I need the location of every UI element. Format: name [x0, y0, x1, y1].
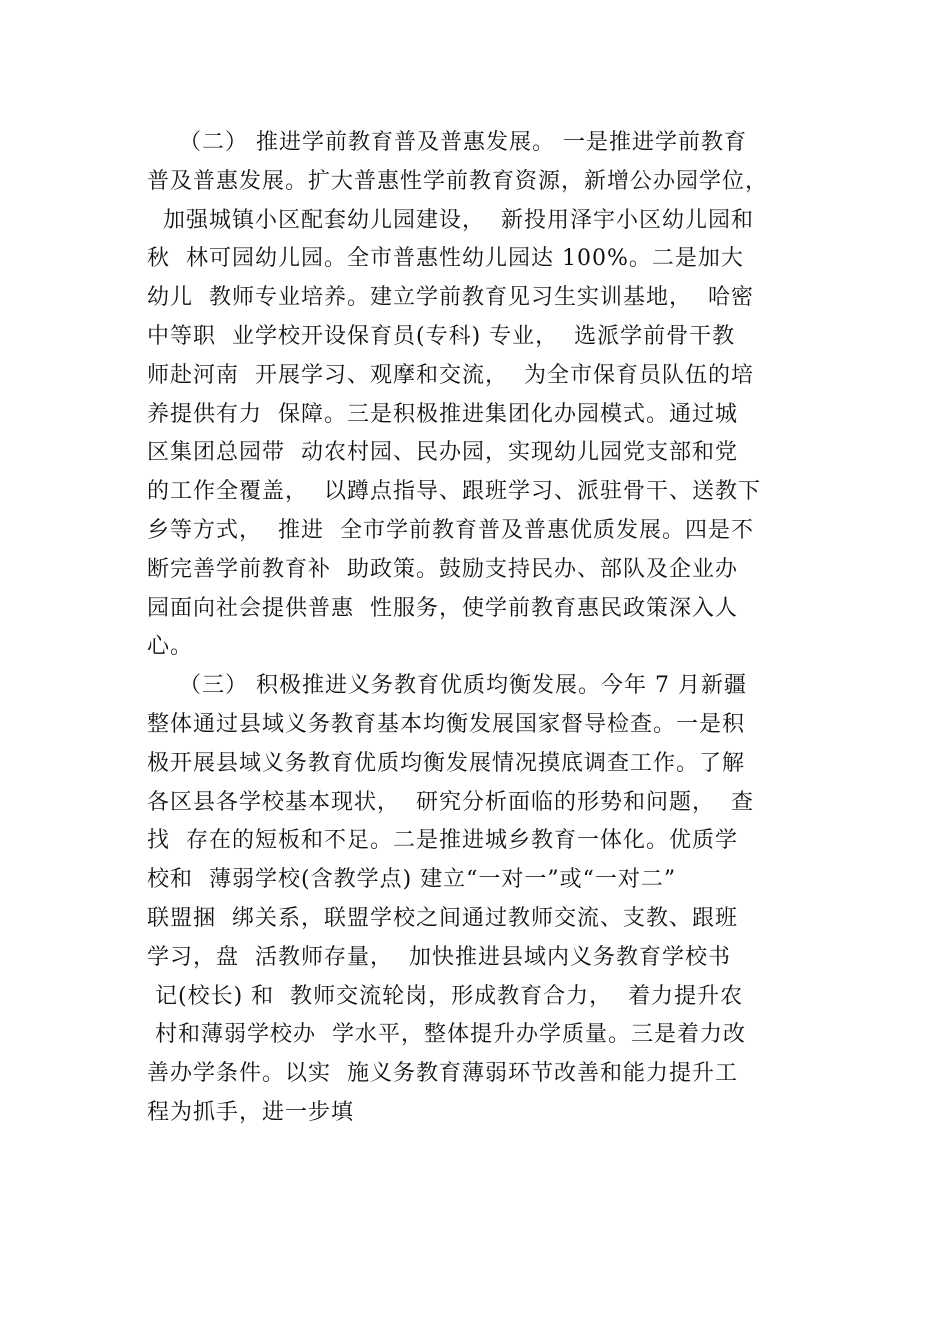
- text-line: 师赴河南 开展学习、观摩和交流， 为全市保育员队伍的培: [147, 362, 754, 388]
- text-line: 记(校长) 和 教师交流轮岗，形成教育合力， 着力提升农: [147, 983, 744, 1009]
- text-line: （三） 积极推进义务教育优质均衡发展。今年 7 月新疆: [147, 673, 747, 699]
- text-line: 学习，盘 活教师存量， 加快推进县域内义务教育学校书: [147, 944, 731, 970]
- text-line: 秋 林可园幼儿园。全市普惠性幼儿园达 100%。二是加大: [147, 246, 744, 272]
- text-line: 联盟捆 绑关系，联盟学校之间通过教师交流、支教、跟班: [147, 905, 738, 931]
- text-line: （二） 推进学前教育普及普惠发展。 一是推进学前教育: [147, 130, 747, 155]
- text-line: 区集团总园带 动农村园、民办园，实现幼儿园党支部和党: [147, 440, 738, 466]
- text-line: 善办学条件。以实 施义务教育薄弱环节改善和能力提升工: [147, 1061, 738, 1087]
- text-line: 整体通过县域义务教育基本均衡发展国家督导检查。一是积: [147, 711, 746, 737]
- text-line: 校和 薄弱学校(含教学点) 建立“一对一”或“一对二”: [147, 867, 677, 893]
- text-line: 村和薄弱学校办 学水平，整体提升办学质量。三是着力改: [147, 1022, 746, 1048]
- text-line: 各区县各学校基本现状， 研究分析面临的形势和问题， 查: [147, 789, 754, 815]
- text-line: 的工作全覆盖， 以蹲点指导、跟班学习、派驻骨干、送教下: [147, 479, 761, 505]
- body-text: [147, 124, 817, 1133]
- text-line: 断完善学前教育补 助政策。鼓励支持民办、部队及企业办: [147, 556, 738, 582]
- text-line: 普及普惠发展。扩大普惠性学前教育资源，新增公办园学位，: [147, 168, 769, 194]
- text-line: 程为抓手，进一步填: [147, 1099, 355, 1125]
- text-line: 幼儿 教师专业培养。建立学前教育见习生实训基地， 哈密: [147, 285, 754, 311]
- text-line: 找 存在的短板和不足。二是推进城乡教育一体化。优质学: [147, 828, 738, 854]
- text-line: 极开展县域义务教育优质均衡发展情况摸底调查工作。了解: [147, 750, 746, 776]
- text-line: 乡等方式， 推进 全市学前教育普及普惠优质发展。四是不: [147, 517, 754, 543]
- text-line: 心。: [147, 634, 194, 660]
- text-line: 加强城镇小区配套幼儿园建设， 新投用泽宇小区幼儿园和: [147, 207, 754, 233]
- text-line: 中等职 业学校开设保育员(专科) 专业， 选派学前骨干教: [147, 323, 736, 349]
- text-line: 养提供有力 保障。三是积极推进集团化办园模式。通过城: [147, 401, 738, 427]
- text-line: 园面向社会提供普惠 性服务，使学前教育惠民政策深入人: [147, 595, 738, 621]
